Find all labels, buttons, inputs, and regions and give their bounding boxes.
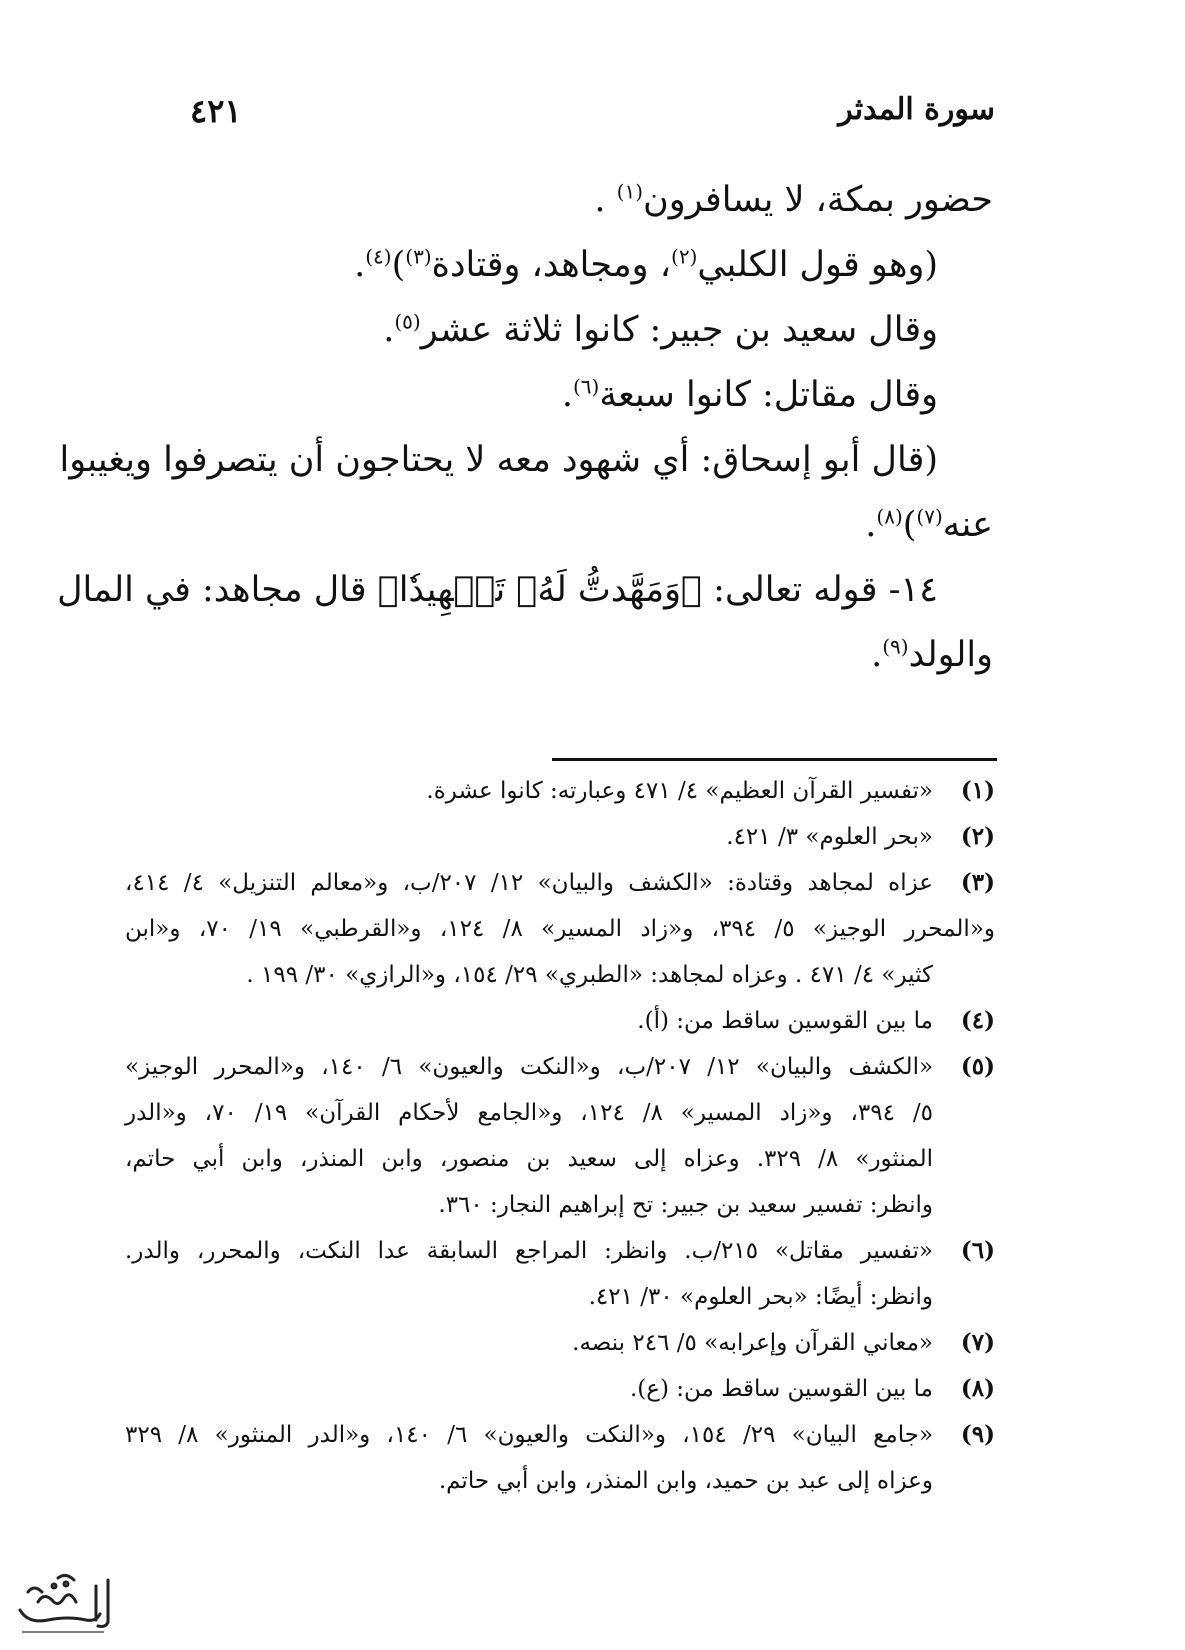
footnote-ref: (٣)	[405, 244, 432, 269]
footnote-ref: (١)	[616, 179, 644, 204]
footnote-6	[125, 1228, 995, 1320]
footnote-2	[125, 814, 995, 860]
footnote-number: (٤)	[960, 1007, 995, 1034]
footnote-text: «تفسير القرآن العظيم» ٤/ ٤٧١ وعبارته: كانوا عشرة.	[426, 778, 933, 804]
footnote-8	[125, 1366, 995, 1412]
page-number: ٤٢١	[190, 92, 242, 130]
footnote-9	[125, 1412, 995, 1504]
footnote-ref: (٩)	[882, 634, 909, 659]
footnote-5	[125, 1044, 995, 1228]
footnote-text: وعزاه إلى عبد بن حميد، وابن المنذر، وابن أبي حاتم.	[438, 1468, 933, 1494]
text-line-4: وقال مقاتل: كانوا سبعة$^{(٦)}$.	[561, 374, 938, 415]
footnote-text: كثير» ٤/ ٤٧١ . وعزاه لمجاهد: «الطبري» ٢٩/ ١٥٤، و«الرازي» ٣٠/ ١٩٩ .	[246, 962, 933, 988]
footnote-1	[125, 768, 995, 814]
footnote-number: (٨)	[960, 1375, 995, 1402]
footnote-text: عزاه لمجاهد وقتادة: «الكشف والبيان» ١٢/ ٢٠٧/ب، و«معالم التنزيل» ٤/ ٤١٤،	[125, 870, 933, 896]
page-header	[190, 92, 995, 142]
text-line-7: ١٤- قوله تعالى: ﴿وَمَهَّدتُّ لَهُۥ تَمۡهِيدٗا﴾ قال مجاهد: في المال	[57, 570, 938, 610]
footnote-text: «تفسير مقاتل» ٢١٥/ب. وانظر: المراجع السابقة عدا النكت، والمحرر، والدر.	[125, 1238, 933, 1264]
footnote-text: ما بين القوسين ساقط من: (ع).	[629, 1376, 933, 1402]
footnote-number: (٢)	[960, 823, 995, 850]
footnote-3	[125, 860, 995, 998]
footnote-number: (٧)	[960, 1329, 995, 1356]
footnote-ref: (٨)	[876, 504, 903, 529]
footnote-text: «بحر العلوم» ٣/ ٤٢١.	[726, 824, 933, 850]
main-text	[57, 168, 993, 688]
footnote-text: ما بين القوسين ساقط من: (أ).	[637, 1008, 933, 1034]
footnote-number: (٦)	[960, 1237, 995, 1264]
footnote-number: (٩)	[960, 1421, 995, 1448]
footnote-number: (٥)	[960, 1053, 995, 1080]
text-line-2: (وهو قول الكلبي$^{(٢)}$، ومجاهد، وقتادة$^{(٣)}$)$^{(٤)}$.	[354, 244, 938, 285]
footnote-divider	[552, 758, 997, 761]
text-line-6: عنه$^{(٧)}$)$^{(٨)}$.	[865, 504, 993, 545]
footnote-ref: (٤)	[365, 244, 392, 269]
footnote-number: (١)	[960, 777, 995, 804]
footnote-text: وانظر: أيضًا: «بحر العلوم» ٣٠/ ٤٢١.	[588, 1284, 933, 1310]
footnote-text: و«المحرر الوجيز» ٥/ ٣٩٤، و«زاد المسير» ٨/ ١٢٤، و«القرطبي» ١٩/ ٧٠، و«ابن	[125, 916, 995, 942]
footnote-ref: (٦)	[572, 374, 600, 399]
footnote-ref: (٧)	[916, 504, 943, 529]
footnote-text: المنثور» ٨/ ٣٢٩. وعزاه إلى سعيد بن منصور، وابن المنذر، وابن أبي حاتم،	[125, 1146, 934, 1172]
footnote-number: (٣)	[960, 869, 995, 896]
chapter-title: سورة المدثر	[838, 92, 995, 127]
footnote-text: «جامع البيان» ٢٩/ ١٥٤، و«النكت والعيون» ٦/ ١٤٠، و«الدر المنثور» ٨/ ٣٢٩	[125, 1422, 934, 1448]
footnote-text: وانظر: تفسير سعيد بن جبير: تح إبراهيم النجار: ٣٦٠.	[438, 1192, 933, 1218]
text-line-3: وقال سعيد بن جبير: كانوا ثلاثة عشر$^{(٥)}$.	[383, 309, 938, 350]
calligraphy-logo-icon	[8, 1562, 120, 1642]
footnote-4	[125, 998, 995, 1044]
footnote-ref: (٥)	[394, 309, 421, 334]
footnotes	[125, 768, 995, 1504]
footnote-7	[125, 1320, 995, 1366]
footnote-text: «الكشف والبيان» ١٢/ ٢٠٧/ب، و«النكت والعيون» ٦/ ١٤٠، و«المحرر الوجيز»	[125, 1054, 934, 1080]
footnote-ref: (٢)	[671, 244, 698, 269]
text-line-8: والولد$^{(٩)}$.	[871, 634, 993, 675]
text-line-5: (قال أبو إسحاق: أي شهود معه لا يحتاجون أن يتصرفوا ويغيبوا	[59, 440, 938, 480]
text-line-1: حضور بمكة، لا يسافرون$^{(١)}$ .	[594, 179, 993, 220]
footnote-text: «معاني القرآن وإعرابه» ٥/ ٢٤٦ بنصه.	[572, 1330, 933, 1356]
footnote-text: ٥/ ٣٩٤، و«زاد المسير» ٨/ ١٢٤، و«الجامع لأحكام القرآن» ١٩/ ٧٠، و«الدر	[125, 1100, 933, 1126]
